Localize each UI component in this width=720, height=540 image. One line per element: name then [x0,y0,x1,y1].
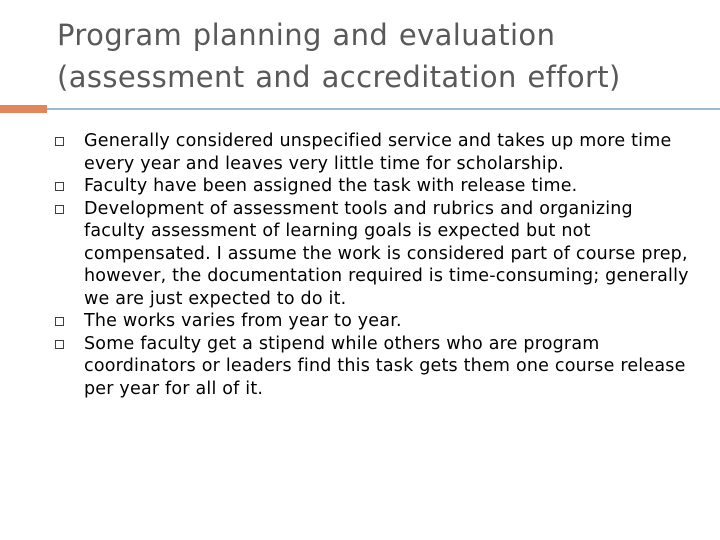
square-bullet-icon [55,340,64,349]
bullet-item [54,333,694,401]
bullet-text: Generally considered unspecified service and takes up more time every year and leaves very little time for scholarship. [84,131,672,174]
slide-title-line-1: Program planning and evaluation [57,18,556,52]
title-accent-bar [0,105,47,113]
slide-title [57,14,697,98]
bullet-text: The works varies from year to year. [84,311,402,331]
bullet-text: Some faculty get a stipend while others who are program coordinators or leaders find this task gets them one course release per year for all of it. [84,333,686,399]
square-bullet-icon [55,205,64,214]
bullet-item [54,175,694,198]
bullet-text: Faculty have been assigned the task with release time. [84,176,578,196]
square-bullet-icon [55,182,64,191]
title-divider-line [47,108,720,110]
bullet-text: Development of assessment tools and rubrics and organizing faculty assessment of learning goals is expected but not compensated. I assume the work is considered part of course prep, however, the documentation required is time-consuming; generally we are just expected to do it. [84,198,689,309]
slide-title-line-2: (assessment and accreditation effort) [57,60,621,94]
bullet-item [54,310,694,333]
bullet-item [54,130,694,175]
bullet-item [54,198,694,311]
square-bullet-icon [55,137,64,146]
square-bullet-icon [55,317,64,326]
bullet-list [54,130,694,400]
